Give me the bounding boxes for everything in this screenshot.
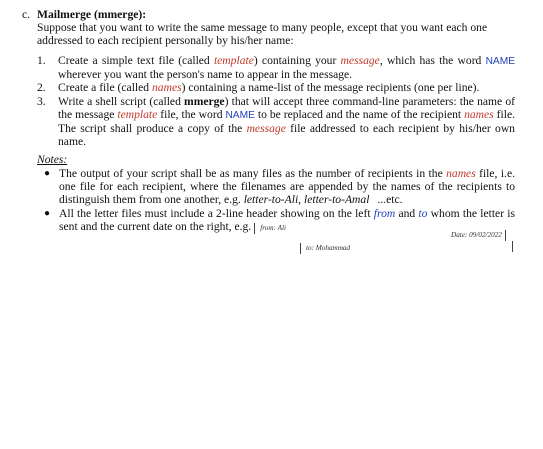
header-example-to: to: Mohammad (300, 242, 350, 255)
header-left-bar (300, 243, 301, 254)
header-example-date: Date: 09/02/2022 (451, 229, 511, 242)
header-example-from: from: Ali (251, 224, 286, 232)
term-to: to (418, 206, 428, 220)
term-names: names (151, 81, 182, 95)
intro-paragraph: Suppose that you want to write the same message to many people, except that you want each one addressed to each recipient personally by his/her name: (37, 21, 488, 48)
note-item: ● The output of your script shall be as many files as the number of recipients in the names file, i.e. one file for each recipient, where the filenames are appended by the names of the recipients to distinguish them from one another, e.g. letter-to-Ali, letter-to-Amal ...etc. (44, 167, 515, 207)
keyword-name: NAME (225, 109, 255, 121)
section-heading (22, 8, 146, 21)
step-item: 1. Create a simple text file (called template) containing your message, which has the word NAME wherever you want the person's name to appear in the message. (37, 54, 516, 82)
step-number: 3. (37, 94, 46, 108)
step-number: 2. (37, 81, 46, 95)
header-right-bar (512, 241, 513, 252)
section-letter: c. (22, 8, 31, 21)
header-left-bar (254, 223, 255, 234)
etc-text: ...etc. (377, 193, 403, 207)
term-names: names (464, 107, 494, 121)
step-item: 3. Write a shell script (called mmerge) that will accept three command-line parameters: the name of the message template file, the word NAME to be replaced and the name of the recipient names file. The script shall produce a copy of the message file addressed to each recipient by his/her own name. (37, 94, 515, 149)
section-title: Mailmerge (mmerge): (37, 8, 147, 21)
term-message: message (246, 122, 286, 136)
note-item: ● All the letter files must include a 2-line header showing on the left from and to whom the letter is sent and the current date on the right, e.g. from: Ali (44, 206, 515, 233)
term-template: template (213, 54, 254, 67)
notes-label: Notes: (37, 153, 68, 166)
step-number: 1. (37, 54, 46, 67)
term-template: template (117, 107, 158, 121)
term-message: message (340, 54, 380, 67)
header-right-bar (505, 230, 506, 241)
bullet-icon: ● (44, 168, 51, 179)
notes-list (40, 167, 515, 235)
term-names: names (446, 167, 476, 180)
step-item: 2. Create a file (called names) containing a name-list of the message recipients (one per line). (37, 81, 480, 95)
example-filenames: letter-to-Ali, letter-to-Amal (243, 193, 370, 207)
keyword-name: NAME (485, 56, 516, 67)
term-from: from (373, 206, 396, 220)
steps-list (37, 54, 515, 148)
bullet-icon: ● (44, 207, 51, 219)
script-name: mmerge (184, 94, 225, 108)
